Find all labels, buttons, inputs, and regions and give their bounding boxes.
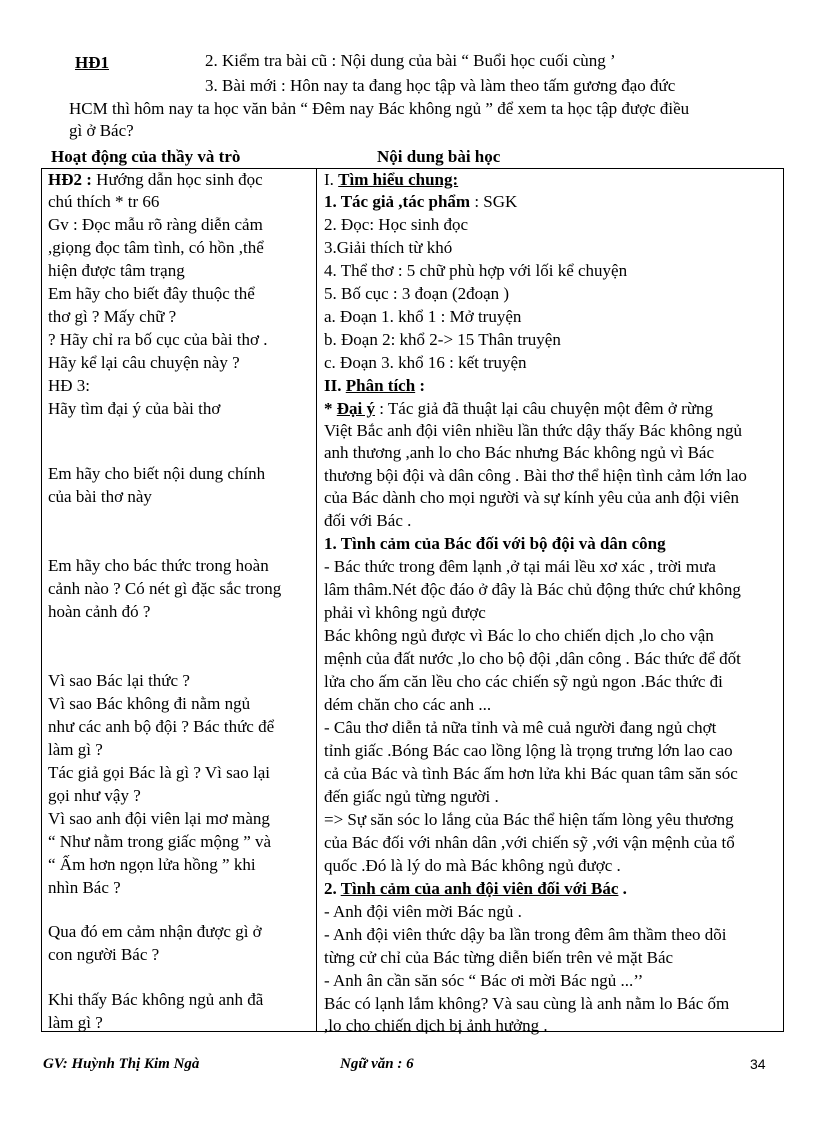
left-line: làm gì ? <box>48 1013 103 1032</box>
activity-label-hd1: HĐ1 <box>75 53 109 72</box>
right-line: lửa cho ấm căn lều cho các chiến sỹ ngủ ngon .Bác thức đi <box>324 672 723 691</box>
right-line: => Sự săn sóc lo lắng của Bác thể hiện tấm lòng yêu thương <box>324 810 734 829</box>
left-line: thơ gì ? Mấy chữ ? <box>48 307 177 326</box>
right-line: từng cử chỉ của Bác từng diễn biến trên vẻ mặt Bác <box>324 948 674 967</box>
left-line: “ Ấm hơn ngọn lửa hồng ” khi <box>48 855 256 874</box>
left-line: Vì sao Bác lại thức ? <box>48 671 190 690</box>
bullet-star: * <box>324 399 337 418</box>
right-line: - Anh đội viên mời Bác ngủ . <box>324 902 522 921</box>
right-line: a. Đoạn 1. khổ 1 : Mở truyện <box>324 307 522 326</box>
subheading-soldier-feelings <box>324 878 627 900</box>
content-column <box>317 169 784 1035</box>
main-idea-label: Đại ý <box>336 399 375 418</box>
left-line: ,giọng đọc tâm tình, có hồn ,thể <box>48 238 264 257</box>
right-line: 5. Bố cục : 3 đoạn (2đoạn ) <box>324 284 510 303</box>
left-line: Vì sao anh đội viên lại mơ màng <box>48 809 270 828</box>
footer-teacher: GV: Huỳnh Thị Kim Ngà <box>43 1056 200 1072</box>
right-line: - Anh ân cần săn sóc “ Bác ơi mời Bác ngủ ...’’ <box>324 971 644 990</box>
section-number: I. <box>324 170 339 189</box>
left-line: làm gì ? <box>48 740 103 759</box>
column-header-content: Nội dung bài học <box>377 147 501 166</box>
section-heading-overview <box>324 169 458 191</box>
main-idea-text: : Tác giả đã thuật lại câu chuyện một đêm ở rừng <box>375 399 713 418</box>
left-line: như các anh bộ đội ? Bác thức để <box>48 717 275 736</box>
right-line: Bác không ngủ được vì Bác lo cho chiến dịch ,lo cho vận <box>324 626 714 645</box>
right-line: Bác có lạnh lắm không? Và sau cùng là anh nằm lo Bác ốm <box>324 994 730 1013</box>
right-line: dém chăn cho các anh ... <box>324 695 492 714</box>
hd2-label: HĐ2 : <box>48 170 92 189</box>
activities-column <box>42 169 317 1032</box>
right-line: mệnh của đất nước ,lo cho bộ đội ,dân công . Bác thức để đốt <box>324 649 741 668</box>
left-line: Hãy kể lại câu chuyện này ? <box>48 353 240 372</box>
left-line: con người Bác ? <box>48 945 160 964</box>
left-line: chú thích * tr 66 <box>48 192 160 211</box>
right-line: lâm thâm.Nét độc đáo ở đây là Bác chủ động thức chứ không <box>324 580 741 599</box>
right-line: - Câu thơ diễn tả nữa tỉnh và mê cuả người đang ngủ chợt <box>324 718 717 737</box>
section-number: II. <box>324 376 346 395</box>
left-line: Hãy tìm đại ý của bài thơ <box>48 399 221 418</box>
subheading-title: Tình cảm của anh đội viên đối với Bác <box>340 879 619 898</box>
left-line: Gv : Đọc mẫu rõ ràng diễn cảm <box>48 215 263 234</box>
left-line: Vì sao Bác không đi nằm ngủ <box>48 694 251 713</box>
intro-line-continued: HCM thì hôm nay ta học văn bản “ Đêm nay Bác không ngủ ” để xem ta học tập được điều <box>69 99 690 118</box>
left-line: Khi thấy Bác không ngủ anh đã <box>48 990 264 1009</box>
section-title-end: : <box>415 376 426 395</box>
right-line: tỉnh giấc .Bóng Bác cao lồng lộng là trọng trưng lớn lao cao <box>324 741 733 760</box>
lesson-table <box>41 168 784 1035</box>
left-line: của bài thơ này <box>48 487 152 506</box>
right-line: 3.Giải thích từ khó <box>324 238 453 257</box>
right-line: đối với Bác . <box>324 511 412 530</box>
left-line: nhìn Bác ? <box>48 878 121 897</box>
right-line <box>324 191 517 213</box>
intro-line-end: gì ở Bác? <box>69 121 134 140</box>
right-line: cả của Bác và tình Bác ấm hơn lửa khi Bác quan tâm săn sóc <box>324 764 738 783</box>
right-line: 4. Thể thơ : 5 chữ phù hợp với lối kể chuyện <box>324 261 628 280</box>
intro-line-new-lesson: 3. Bài mới : Hôn nay ta đang học tập và làm theo tấm gương đạo đức <box>205 76 676 95</box>
left-line: cảnh nào ? Có nét gì đặc sắc trong <box>48 579 282 598</box>
left-line: Tác giả gọi Bác là gì ? Vì sao lại <box>48 763 271 782</box>
right-line: b. Đoạn 2: khổ 2-> 15 Thân truyện <box>324 330 561 349</box>
column-header-activities: Hoạt động của thầy và trò <box>51 147 241 166</box>
subheading-bac-feelings: 1. Tình cảm của Bác đối với bộ đội và dân công <box>324 534 666 553</box>
right-line: - Bác thức trong đêm lạnh ,ở tại mái lều xơ xác , trời mưa <box>324 557 716 576</box>
left-line: Em hãy cho biết đây thuộc thể <box>48 284 255 303</box>
right-line: ,lo cho chiến dịch bị ảnh hưởng . <box>324 1016 548 1035</box>
author-work-label: 1. Tác giả ,tác phẩm <box>324 192 471 211</box>
right-line: quốc .Đó là lý do mà Bác không ngủ được . <box>324 856 621 875</box>
intro-line-review: 2. Kiểm tra bài cũ : Nội dung của bài “ Buổi học cuối cùng ’ <box>205 51 616 70</box>
left-line: Em hãy cho bác thức trong hoàn <box>48 556 269 575</box>
left-line: Em hãy cho biết nội dung chính <box>48 464 266 483</box>
right-line: - Anh đội viên thức dậy ba lần trong đêm âm thầm theo dõi <box>324 925 727 944</box>
hd2-text: Hướng dẫn học sinh đọc <box>91 170 263 189</box>
right-line: Việt Bắc anh đội viên nhiều lần thức dậy thấy Bác không ngủ <box>324 421 742 440</box>
left-line <box>48 169 263 191</box>
right-line: phải vì không ngủ được <box>324 603 486 622</box>
section-title: Tìm hiểu chung: <box>338 170 459 189</box>
left-line: “ Như nằm trong giấc mộng ” và <box>48 832 272 851</box>
subheading-end: . <box>618 879 627 898</box>
right-line: đến giấc ngủ từng người . <box>324 787 499 806</box>
left-line: hoàn cảnh đó ? <box>48 602 151 621</box>
right-line: anh thương ,anh lo cho Bác nhưng Bác không ngủ vì Bác <box>324 443 715 462</box>
right-line: của Bác dành cho mọi người và sự kính yêu của anh đội viên <box>324 488 740 507</box>
left-line: gọi như vậy ? <box>48 786 141 805</box>
left-line: ? Hãy chỉ ra bố cục của bài thơ . <box>48 330 268 349</box>
left-line: Qua đó em cảm nhận được gì ở <box>48 922 262 941</box>
right-line: của Bác đối với nhân dân ,với chiến sỹ ,với vận mệnh của tổ <box>324 833 735 852</box>
right-line: c. Đoạn 3. khổ 16 : kết truyện <box>324 353 527 372</box>
right-line <box>324 398 713 420</box>
section-title: Phân tích <box>345 376 416 395</box>
right-line: thương bội đội và dân công . Bài thơ thể hiện tình cảm lớn lao <box>324 466 747 485</box>
left-line: HĐ 3: <box>48 376 91 395</box>
page-number: 34 <box>750 1056 766 1072</box>
footer-subject: Ngữ văn : 6 <box>340 1056 414 1072</box>
author-work-value: : SGK <box>470 192 518 211</box>
section-heading-analysis <box>324 375 425 397</box>
left-line: hiện được tâm trạng <box>48 261 185 280</box>
right-line: 2. Đọc: Học sinh đọc <box>324 215 469 234</box>
subheading-number: 2. <box>324 879 341 898</box>
